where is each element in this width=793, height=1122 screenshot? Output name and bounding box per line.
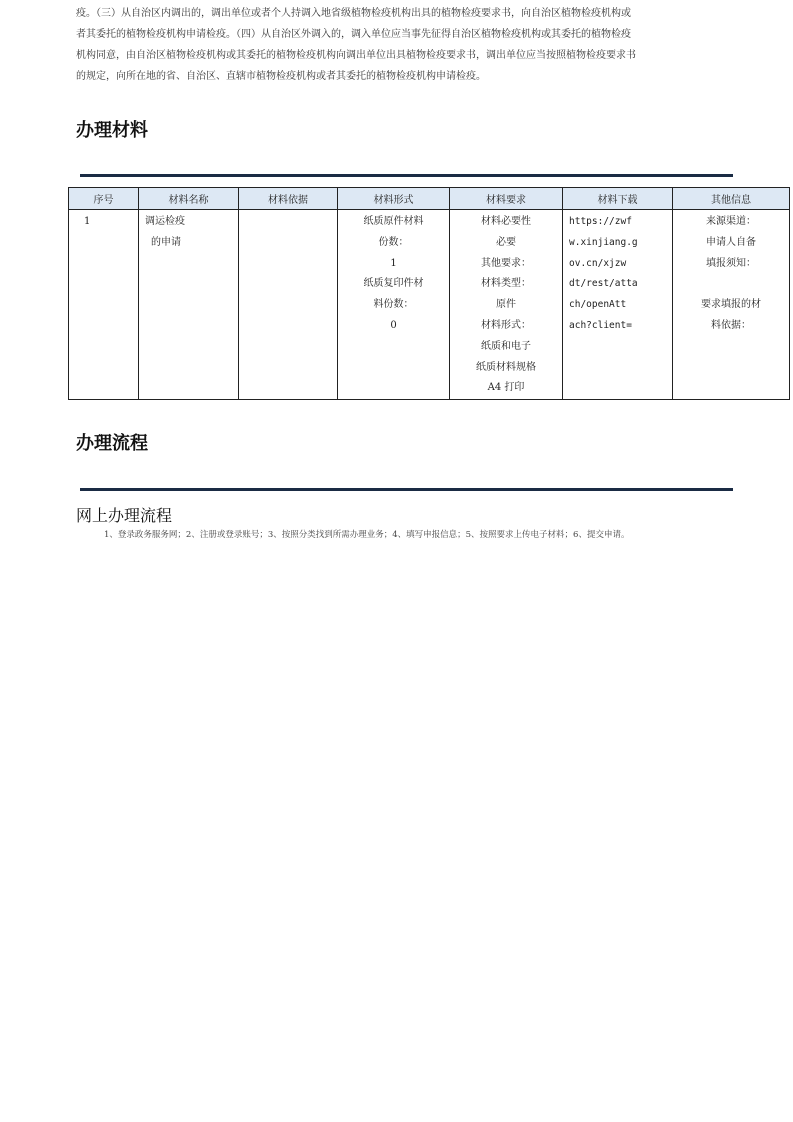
table-header-row [69, 188, 790, 210]
download-link-line[interactable]: https://zwf [569, 216, 632, 227]
col-header-index: 序号 [69, 188, 139, 210]
cell-download[interactable] [563, 210, 673, 400]
online-process-steps: 1、登录政务服务网；2、注册或登录账号；3、按照分类找到所需办理业务；4、填写申报信息；5、按照要求上传电子材料；6、提交申请。 [104, 530, 630, 540]
cell-other [673, 210, 790, 400]
cell-name [139, 210, 239, 400]
name-line: 调运检疫 [145, 216, 185, 227]
col-header-name: 材料名称 [139, 188, 239, 210]
form-line: 料份数： [373, 299, 414, 311]
requirement-line: 材料类型： [481, 278, 531, 290]
intro-line: 者其委托的植物检疫机构申请检疫。（四）从自治区外调入的，调入单位应当事先征得自治区植物检疫机构或其委托的植物检疫 [76, 29, 631, 40]
form-line: 纸质复印件材 [363, 278, 424, 290]
col-header-requirement: 材料要求 [450, 188, 563, 210]
intro-line: 疫。（三）从自治区内调出的，调出单位或者个人持调入地省级植物检疫机构出具的植物检疫要求书，向自治区植物检疫机构或 [76, 8, 631, 19]
requirement-line: 纸质材料规格 [476, 361, 536, 373]
col-header-other: 其他信息 [673, 188, 790, 210]
index-text: 1 [84, 216, 91, 227]
other-line: 填报须知： [706, 257, 756, 269]
intro-paragraph [76, 3, 686, 87]
other-line: 来源渠道： [706, 216, 756, 227]
download-link-line[interactable]: w.xinjiang.g [569, 236, 638, 248]
download-link-line[interactable]: ch/openAtt [569, 299, 627, 311]
form-line: 0 [390, 319, 397, 331]
col-header-basis: 材料依据 [239, 188, 338, 210]
process-divider [80, 488, 733, 491]
requirement-line: 材料形式： [481, 319, 531, 331]
intro-line: 机构同意，由自治区植物检疫机构或其委托的植物检疫机构向调出单位出具植物检疫要求书，调出单位应当按照植物检疫要求书 [76, 50, 636, 61]
materials-heading: 办理材料 [76, 120, 148, 141]
requirement-line: 材料必要性 [481, 216, 531, 227]
online-process-heading: 网上办理流程 [76, 506, 173, 525]
table-row [69, 210, 790, 400]
other-line: 申请人自备 [706, 236, 756, 248]
form-line: 纸质原件材料 [363, 216, 424, 227]
cell-form [338, 210, 450, 400]
cell-index [69, 210, 139, 400]
materials-table [68, 187, 790, 400]
other-line: 料依据： [711, 319, 751, 331]
other-line [679, 274, 783, 295]
cell-basis [239, 210, 338, 400]
requirement-line: 必要 [496, 236, 516, 248]
form-line: 1 [390, 257, 397, 269]
requirement-line: A4 打印 [487, 382, 525, 394]
download-link-line[interactable]: ach?client= [569, 319, 632, 331]
requirement-line: 纸质和电子 [481, 340, 531, 352]
requirement-line: 原件 [496, 299, 516, 311]
requirement-line: 其他要求： [481, 257, 531, 269]
col-header-download: 材料下载 [563, 188, 673, 210]
col-header-form: 材料形式 [338, 188, 450, 210]
download-link-line[interactable]: dt/rest/atta [569, 278, 638, 290]
process-heading: 办理流程 [76, 433, 148, 454]
download-link-line[interactable]: ov.cn/xjzw [569, 257, 627, 269]
form-line: 份数： [378, 236, 409, 248]
materials-divider [80, 174, 733, 177]
other-line: 要求填报的材 [701, 299, 761, 311]
cell-requirement [450, 210, 563, 400]
intro-line: 的规定，向所在地的省、自治区、直辖市植物检疫机构或者其委托的植物检疫机构申请检疫。 [76, 71, 486, 82]
name-line: 的申请 [151, 236, 181, 248]
